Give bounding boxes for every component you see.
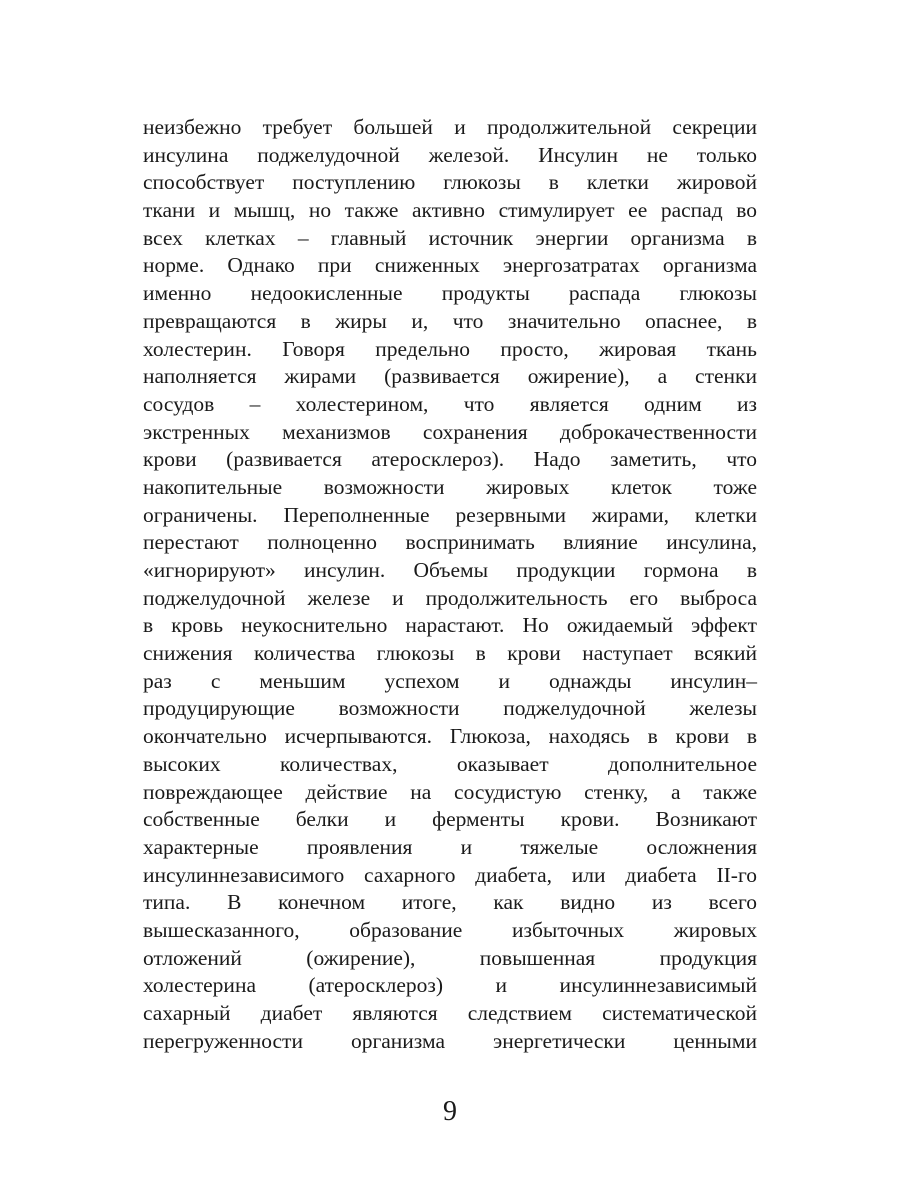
text-line: превращаются в жиры и, что значительно опаснее, в bbox=[143, 308, 757, 333]
text-line: накопительные возможности жировых клеток тоже bbox=[143, 474, 757, 499]
text-line: сосудов – холестерином, что является одним из bbox=[143, 391, 757, 416]
text-line: характерные проявления и тяжелые осложнения bbox=[143, 834, 757, 859]
text-line: снижения количества глюкозы в крови наступает всякий bbox=[143, 641, 757, 666]
text-line: окончательно исчерпываются. Глюкоза, находясь в крови в bbox=[143, 724, 757, 749]
text-line: высоких количествах, оказывает дополнительное bbox=[143, 751, 757, 776]
text-line: инсулина поджелудочной железой. Инсулин не только bbox=[143, 142, 757, 167]
text-line: перегруженности организма энергетически ценными bbox=[143, 1028, 757, 1053]
text-line: «игнорируют» инсулин. Объемы продукции гормона в bbox=[143, 558, 757, 582]
text-line: отложений (ожирение), повышенная продукция bbox=[143, 945, 757, 970]
text-line: вышесказанного, образование избыточных жировых bbox=[143, 917, 757, 942]
text-line: собственные белки и ферменты крови. Возникают bbox=[143, 807, 757, 832]
text-line: норме. Однако при сниженных энергозатратах организма bbox=[143, 253, 757, 278]
text-line: крови (развивается атеросклероз). Надо заметить, что bbox=[143, 447, 757, 472]
page-number: 9 bbox=[443, 1096, 457, 1127]
text-line: в кровь неукоснительно нарастают. Но ожидаемый эффект bbox=[143, 613, 757, 638]
text-line: способствует поступлению глюкозы в клетки жировой bbox=[143, 170, 757, 195]
text-line: раз с меньшим успехом и однажды инсулин– bbox=[143, 668, 757, 693]
text-line: ткани и мышц, но также активно стимулирует ее распад во bbox=[143, 198, 757, 223]
text-line: наполняется жирами (развивается ожирение), а стенки bbox=[143, 364, 757, 389]
text-line: холестерин. Говоря предельно просто, жировая ткань bbox=[143, 336, 757, 361]
text-line: поджелудочной железе и продолжительность его выброса bbox=[143, 585, 757, 610]
body-text bbox=[143, 114, 757, 1055]
text-line: сахарный диабет являются следствием систематической bbox=[143, 1001, 757, 1025]
text-line: перестают полноценно воспринимать влияние инсулина, bbox=[143, 530, 757, 555]
text-line: типа. В конечном итоге, как видно из всего bbox=[143, 890, 757, 915]
text-line: ограничены. Переполненные резервными жирами, клетки bbox=[143, 502, 757, 527]
text-line: именно недоокисленные продукты распада глюкозы bbox=[143, 281, 757, 306]
text-line: инсулиннезависимого сахарного диабета, или диабета II-го bbox=[143, 862, 757, 887]
text-line: холестерина (атеросклероз) и инсулиннезависимый bbox=[143, 973, 757, 998]
text-line: всех клетках – главный источник энергии организма в bbox=[143, 225, 757, 250]
text-line: экстренных механизмов сохранения доброкачественности bbox=[143, 419, 757, 444]
text-line: продуцирующие возможности поджелудочной железы bbox=[143, 696, 757, 721]
text-line: повреждающее действие на сосудистую стенку, а также bbox=[143, 779, 757, 804]
text-line: неизбежно требует большей и продолжительной секреции bbox=[143, 115, 757, 139]
